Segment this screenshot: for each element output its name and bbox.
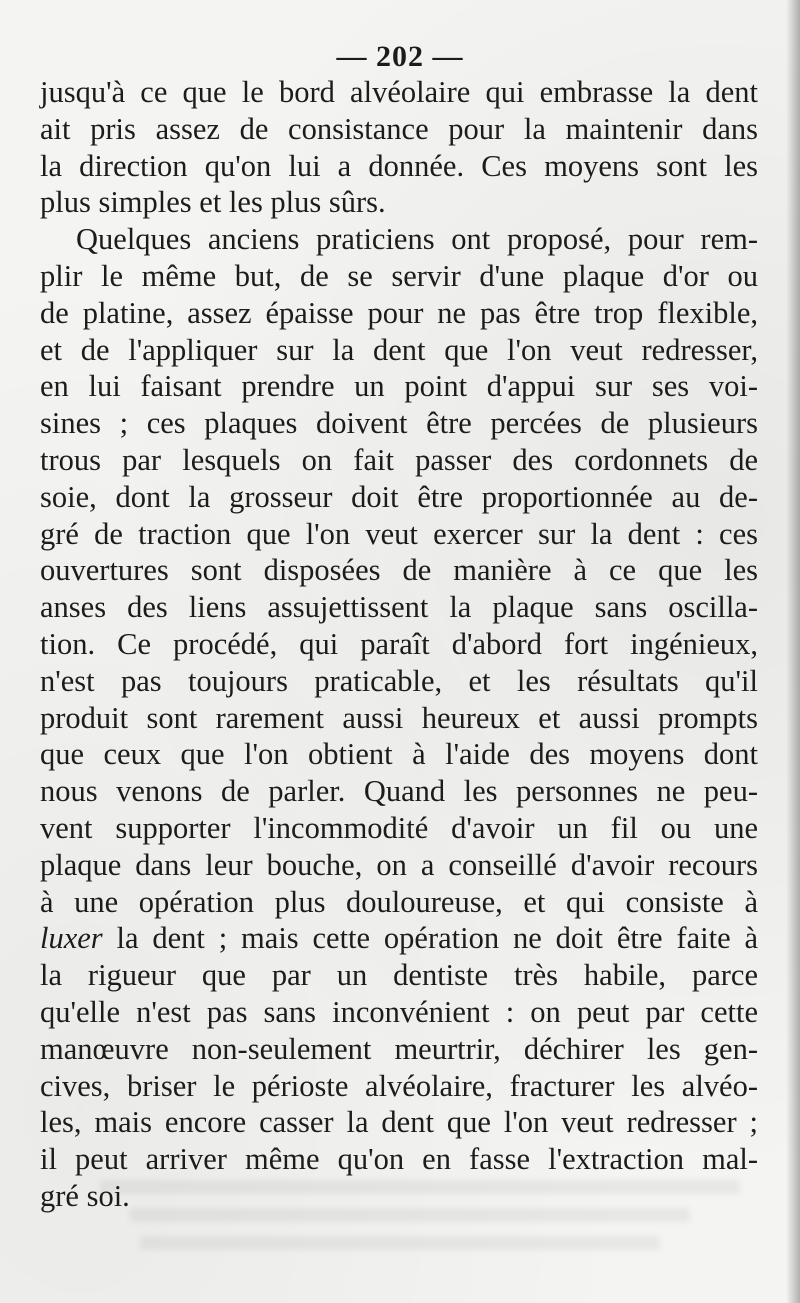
text-line: à une opération plus douloureuse, et qui consiste à xyxy=(40,884,758,919)
text-line: plir le même but, de se servir d'une plaque d'or ou xyxy=(40,258,758,293)
page-edge-shadow xyxy=(786,0,800,1303)
text-line: jusqu'à ce que le bord alvéolaire qui embrasse la dent xyxy=(40,75,758,109)
text-line: manœuvre non-seulement meurtrir, déchirer les gen- xyxy=(40,1031,758,1066)
text-line: en lui faisant prendre un point d'appui sur ses voi- xyxy=(40,369,758,404)
text-line: tion. Ce procédé, qui paraît d'abord fort ingénieux, xyxy=(40,626,758,661)
text-line: la rigueur que par un dentiste très habile, parce xyxy=(40,958,758,993)
text-line-rest: la dent ; mais cette opération ne doit être faite à xyxy=(102,921,758,956)
text-line: soie, dont la grosseur doit être proportionnée au de- xyxy=(40,479,758,514)
text-line: de platine, assez épaisse pour ne pas être trop flexible, xyxy=(40,295,758,330)
page-number: — 202 — xyxy=(336,40,464,73)
text-line: cives, briser le périoste alvéolaire, fracturer les alvéo- xyxy=(40,1068,758,1103)
text-line: nous venons de parler. Quand les personnes ne peu- xyxy=(40,774,758,809)
text-line: gré soi. xyxy=(40,1178,130,1213)
text-line: ouvertures sont disposées de manière à ce que les xyxy=(40,553,758,588)
text-line: Quelques anciens praticiens ont proposé, pour rem- xyxy=(76,222,758,257)
bleed-through-shadow xyxy=(140,1236,660,1250)
body-text xyxy=(40,74,758,1215)
text-line-with-italic xyxy=(40,920,758,957)
text-line: les, mais encore casser la dent que l'on veut redresser ; xyxy=(40,1105,758,1140)
text-line: et de l'appliquer sur la dent que l'on veut redresser, xyxy=(40,332,758,367)
text-line: vent supporter l'incommodité d'avoir un fil ou une xyxy=(40,810,758,845)
text-line: ait pris assez de consistance pour la maintenir dans xyxy=(40,111,758,146)
italic-word: luxer xyxy=(40,921,103,956)
text-line: plus simples et les plus sûrs. xyxy=(40,185,386,220)
text-line: sines ; ces plaques doivent être percées de plusieurs xyxy=(40,406,758,441)
text-line: trous par lesquels on fait passer des cordonnets de xyxy=(40,442,758,477)
text-line: que ceux que l'on obtient à l'aide des moyens dont xyxy=(40,737,758,772)
text-line: plaque dans leur bouche, on a conseillé d'avoir recours xyxy=(40,847,758,882)
text-line: produit sont rarement aussi heureux et aussi prompts xyxy=(40,700,758,735)
text-line: qu'elle n'est pas sans inconvénient : on peut par cette xyxy=(40,994,758,1029)
text-line: gré de traction que l'on veut exercer sur la dent : ces xyxy=(40,516,758,551)
text-line: anses des liens assujettissent la plaque sans oscilla- xyxy=(40,590,758,625)
text-line: la direction qu'on lui a donnée. Ces moyens sont les xyxy=(40,148,758,183)
text-line: n'est pas toujours praticable, et les résultats qu'il xyxy=(40,663,758,698)
text-line: il peut arriver même qu'on en fasse l'extraction mal- xyxy=(40,1142,758,1177)
